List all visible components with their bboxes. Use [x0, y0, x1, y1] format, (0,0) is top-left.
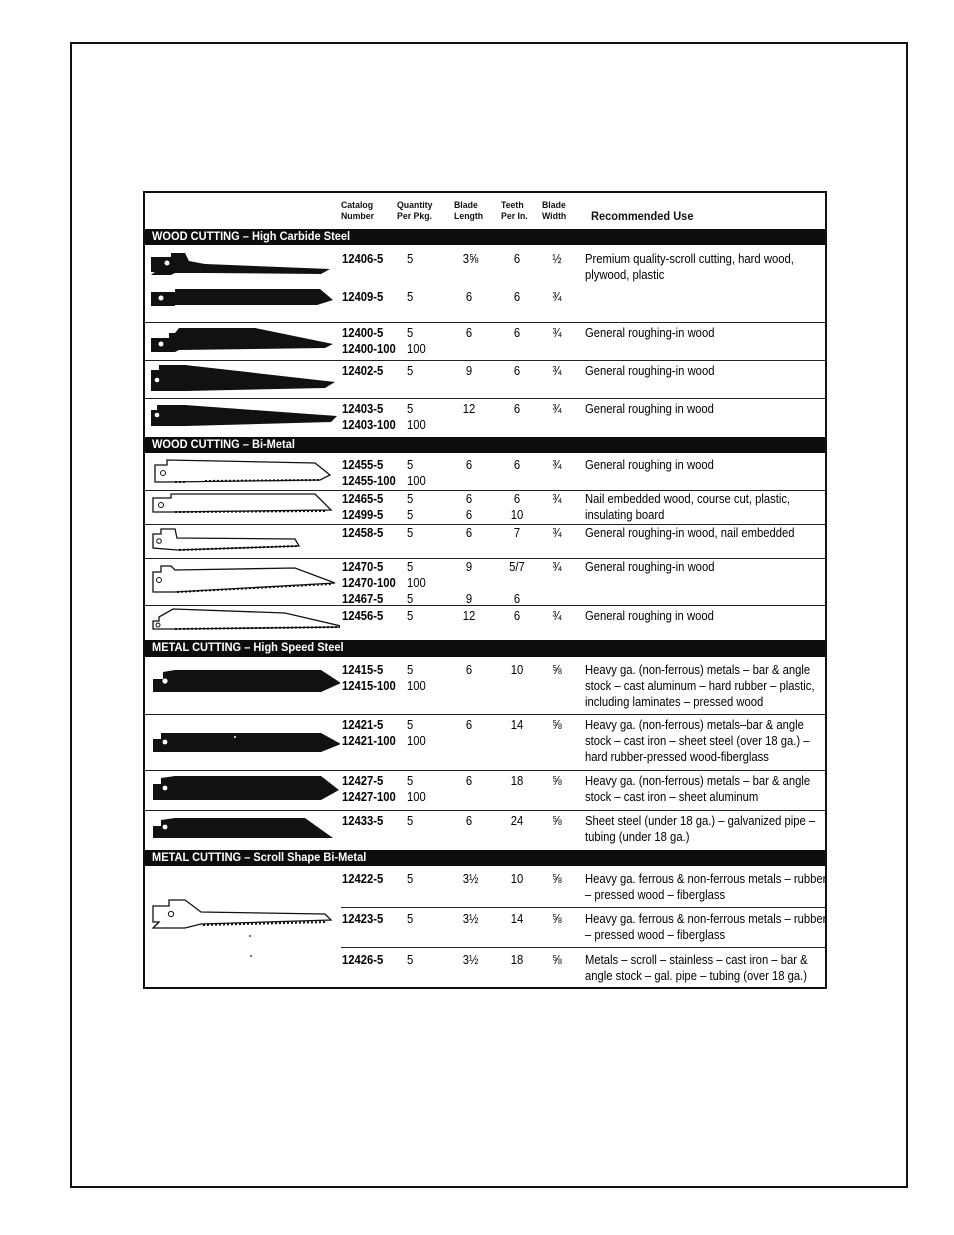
catalog-number: 12456-5: [342, 609, 384, 623]
blade-image: [145, 360, 340, 398]
teeth-per-inch: 7: [513, 526, 521, 540]
catalog-number: 12415-5 12415-100: [342, 663, 396, 693]
catalog-number: 12423-5: [342, 912, 384, 926]
blade-image: [145, 657, 340, 714]
table-row: [145, 866, 825, 907]
recommended-use: Heavy ga. (non-ferrous) metals – bar & angle stock – cast aluminum – hard rubber – plastic, including laminates – pressed wood: [585, 663, 815, 709]
header-blade-length: Blade Length: [454, 200, 484, 222]
table-row: [145, 770, 825, 811]
recommended-use: Heavy ga. (non-ferrous) metals–bar & angle stock – cast iron – sheet steel (over 18 ga.) – hard rubber-pressed wood-fiberglass: [585, 718, 810, 764]
teeth-per-inch: 24: [510, 814, 524, 828]
quantity: 5 5: [407, 492, 414, 522]
blade-width: ¾: [552, 290, 562, 304]
catalog-number: 12458-5: [342, 526, 384, 540]
recommended-use: General roughing-in wood: [585, 364, 715, 378]
table-row: [145, 322, 825, 361]
catalog-number: 12409-5: [342, 290, 384, 304]
blade-width: ¾: [552, 560, 562, 574]
table-row: [145, 245, 825, 284]
blade-length: 6: [465, 326, 473, 340]
teeth-per-inch: 14: [510, 912, 524, 926]
section-wood-high-carbide: WOOD CUTTING – High Carbide Steel: [145, 229, 825, 245]
recommended-use: General roughing in wood: [585, 402, 714, 416]
catalog-number: 12403-5 12403-100: [342, 402, 396, 432]
blade-length: 6: [465, 774, 473, 788]
teeth-per-inch: 6: [513, 326, 521, 340]
teeth-per-inch: 18: [510, 953, 524, 967]
recommended-use: Heavy ga. ferrous & non-ferrous metals – rubber – pressed wood – fiberglass: [585, 872, 827, 902]
blade-image: [145, 398, 340, 436]
blade-length: 6: [465, 718, 473, 732]
teeth-per-inch: 6: [513, 458, 521, 472]
quantity: 5: [407, 609, 414, 623]
catalog-number: 12402-5: [342, 364, 384, 378]
section-metal-high-speed: METAL CUTTING – High Speed Steel: [145, 640, 825, 657]
blade-width: ⅝: [552, 774, 562, 788]
blade-width: ¾: [552, 492, 562, 506]
blade-width: ¾: [552, 526, 562, 540]
blade-image: [145, 558, 340, 605]
blade-length: 6 6: [465, 492, 473, 522]
section-metal-scroll-bi-metal: METAL CUTTING – Scroll Shape Bi-Metal: [145, 850, 825, 866]
teeth-per-inch: 6: [513, 364, 521, 378]
table-row: [145, 360, 825, 399]
recommended-use: General roughing-in wood, nail embedded: [585, 526, 795, 540]
recommended-use: Metals – scroll – stainless – cast iron – bar & angle stock – gal. pipe – tubing (over 18 ga.): [585, 953, 808, 983]
blade-length: 3½: [462, 872, 479, 886]
teeth-per-inch: 6: [513, 609, 521, 623]
teeth-per-inch: 18: [510, 774, 524, 788]
table-row: [145, 605, 825, 639]
catalog-number: 12427-5 12427-100: [342, 774, 396, 804]
blade-width: ⅝: [552, 872, 562, 886]
recommended-use: General roughing-in wood: [585, 326, 715, 340]
blade-image: [145, 770, 340, 810]
blade-width: ¾: [552, 326, 562, 340]
catalog-number: 12433-5: [342, 814, 384, 828]
teeth-per-inch: 6 10: [510, 492, 524, 522]
recommended-use: Sheet steel (under 18 ga.) – galvanized pipe – tubing (under 18 ga.): [585, 814, 816, 844]
recommended-use: General roughing in wood: [585, 609, 714, 623]
quantity: 5: [407, 912, 414, 926]
catalog-number: 12426-5: [342, 953, 384, 967]
blade-length: 3½: [462, 912, 479, 926]
catalog-number: 12421-5 12421-100: [342, 718, 396, 748]
quantity: 5: [407, 953, 414, 967]
blade-image: [145, 524, 340, 558]
blade-image: [145, 490, 340, 524]
blade-width: ¾: [552, 458, 562, 472]
blade-image: [145, 284, 340, 322]
saw-blade-chart: [143, 191, 827, 989]
header-quantity: Quantity Per Pkg.: [397, 200, 433, 222]
table-row: [145, 284, 825, 323]
catalog-number: 12400-5 12400-100: [342, 326, 396, 356]
blade-length: 9 9: [465, 560, 473, 606]
table-row: [145, 907, 825, 947]
blade-width: ⅝: [552, 912, 562, 926]
blade-width: ¾: [552, 402, 562, 416]
blade-width: ⅝: [552, 953, 562, 967]
blade-length: 6: [465, 458, 473, 472]
table-row: [145, 490, 825, 525]
recommended-use: Premium quality-scroll cutting, hard wood, plywood, plastic: [585, 252, 794, 282]
blade-image: [145, 322, 340, 360]
table-row: [145, 453, 825, 491]
catalog-number: 12470-5 12470-100 12467-5: [342, 560, 396, 606]
table-row: [145, 657, 825, 715]
recommended-use: General roughing in wood: [585, 458, 714, 472]
table-row: [145, 810, 825, 850]
blade-length: 9: [465, 364, 473, 378]
blade-width: ⅝: [552, 663, 562, 677]
blade-width: ¾: [552, 609, 562, 623]
header-blade-width: Blade Width: [542, 200, 567, 222]
blade-length: 6: [465, 290, 473, 304]
table-row: [145, 714, 825, 771]
blade-length: 6: [465, 814, 473, 828]
catalog-number: 12422-5: [342, 872, 384, 886]
header-catalog: Catalog Number: [341, 200, 375, 222]
teeth-per-inch: 6: [513, 290, 521, 304]
recommended-use: Heavy ga. ferrous & non-ferrous metals – rubber – pressed wood – fiberglass: [585, 912, 827, 942]
quantity: 5: [407, 872, 414, 886]
recommended-use: General roughing-in wood: [585, 560, 715, 574]
blade-length: 12: [462, 609, 476, 623]
blade-width: ¾: [552, 364, 562, 378]
header-teeth: Teeth Per In.: [501, 200, 528, 222]
quantity: 5 100: [407, 326, 426, 356]
blade-width: ⅝: [552, 814, 562, 828]
blade-width: ½: [552, 252, 562, 266]
blade-image: [145, 245, 340, 284]
quantity: 5: [407, 526, 414, 540]
section-wood-bi-metal: WOOD CUTTING – Bi-Metal: [145, 437, 825, 453]
blade-image: [145, 714, 340, 770]
quantity: 5 100 5: [407, 560, 426, 606]
catalog-number: 12406-5: [342, 252, 384, 266]
quantity: 5 100: [407, 663, 426, 693]
quantity: 5 100: [407, 718, 426, 748]
recommended-use: Nail embedded wood, course cut, plastic, insulating board: [585, 492, 791, 522]
table-header: [145, 193, 825, 227]
blade-length: 3⅝: [462, 252, 479, 266]
blade-length: 3½: [462, 953, 479, 967]
table-row: [145, 398, 825, 436]
quantity: 5 100: [407, 774, 426, 804]
catalog-number: 12455-5 12455-100: [342, 458, 396, 488]
blade-width: ⅝: [552, 718, 562, 732]
blade-image: [145, 605, 340, 639]
table-row: [145, 558, 825, 606]
quantity: 5: [407, 364, 414, 378]
teeth-per-inch: 6: [513, 252, 521, 266]
teeth-per-inch: 6: [513, 402, 521, 416]
teeth-per-inch: 10: [510, 872, 524, 886]
header-recommended-use: Recommended Use: [591, 209, 694, 223]
table-row: [145, 947, 825, 987]
teeth-per-inch: 5/7 6: [509, 560, 525, 606]
blade-image: [145, 453, 340, 490]
catalog-number: 12465-5 12499-5: [342, 492, 384, 522]
blade-length: 6: [465, 663, 473, 677]
quantity: 5: [407, 290, 414, 304]
teeth-per-inch: 10: [510, 663, 524, 677]
blade-length: 12: [462, 402, 476, 416]
quantity: 5: [407, 252, 414, 266]
blade-image: [145, 810, 340, 850]
table-row: [145, 524, 825, 559]
teeth-per-inch: 14: [510, 718, 524, 732]
blade-length: 6: [465, 526, 473, 540]
quantity: 5 100: [407, 458, 426, 488]
quantity: 5 100: [407, 402, 426, 432]
recommended-use: Heavy ga. (non-ferrous) metals – bar & angle stock – cast iron – sheet aluminum: [585, 774, 811, 804]
quantity: 5: [407, 814, 414, 828]
